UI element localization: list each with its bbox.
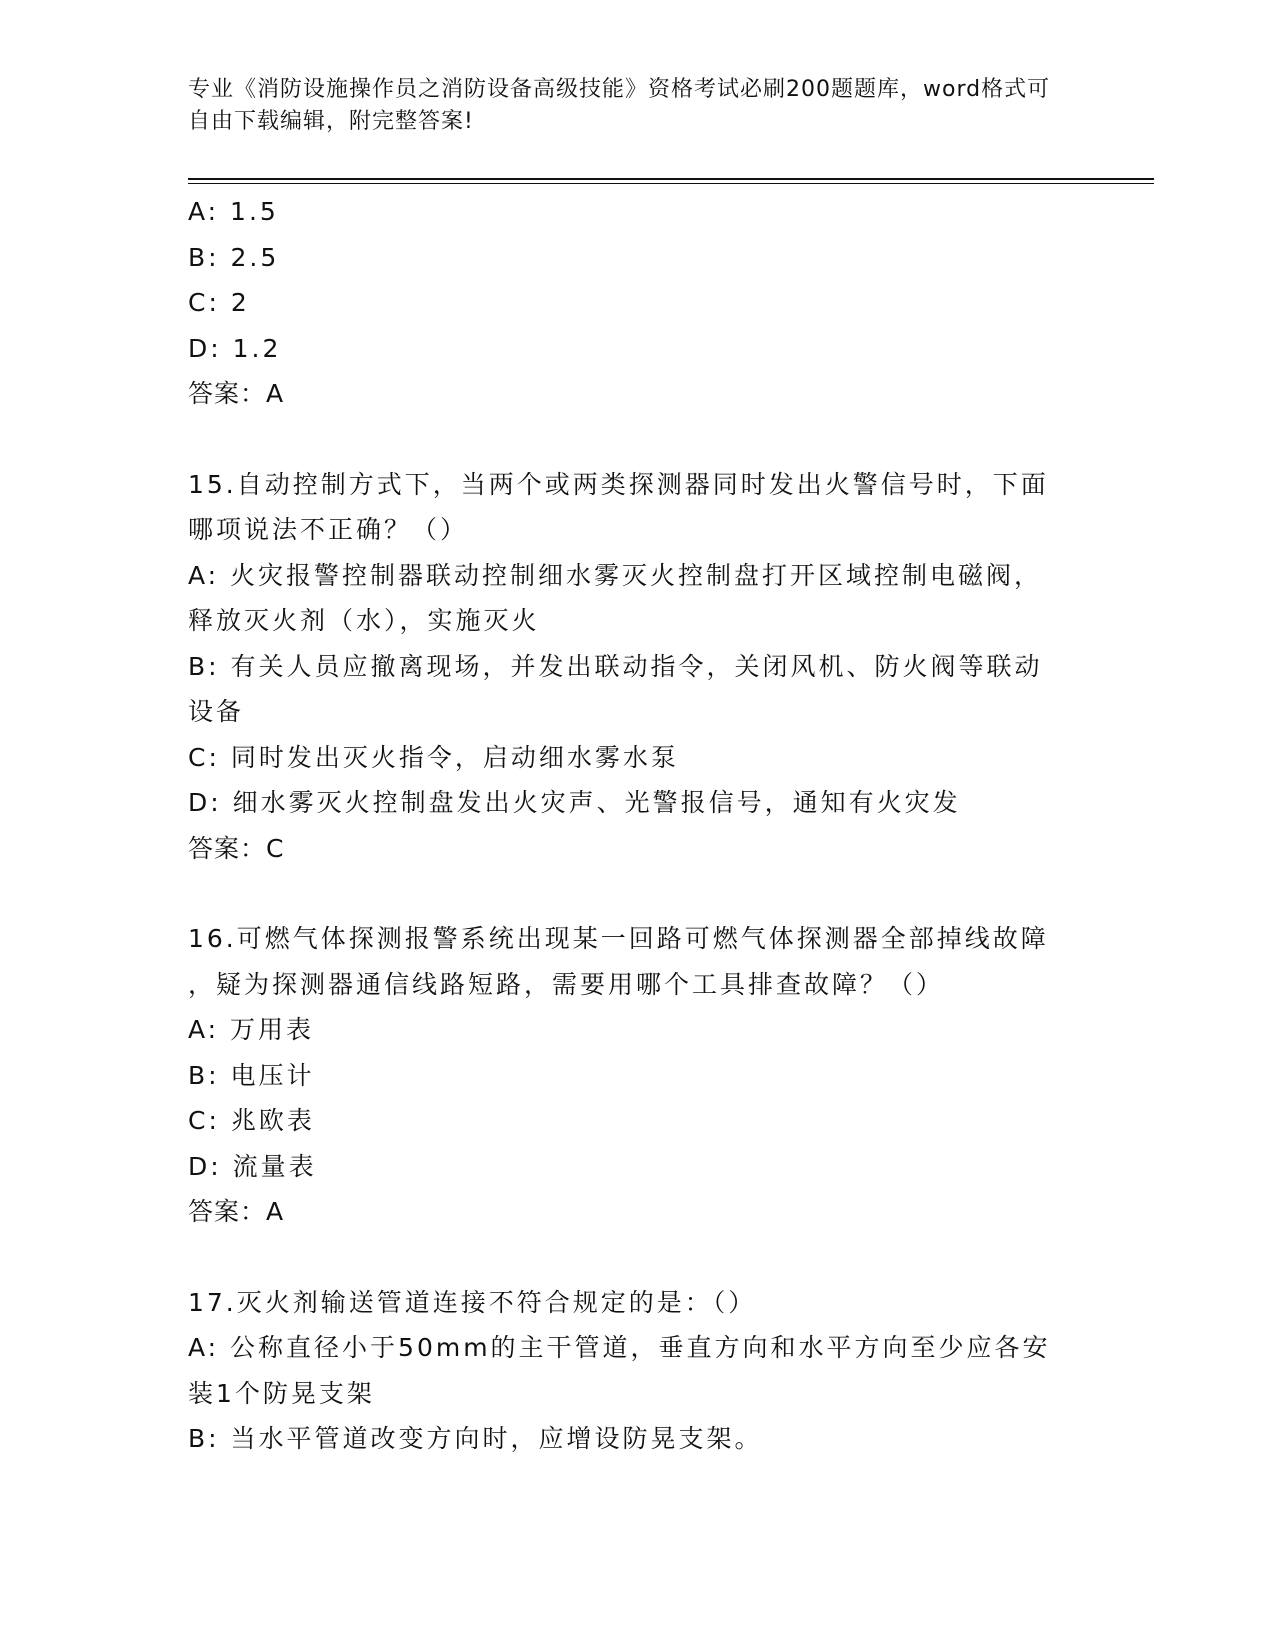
question-content — [188, 189, 1078, 1462]
question-stem: 15.自动控制方式下，当两个或两类探测器同时发出火警信号时，下面 — [188, 469, 1049, 499]
header-divider-thin — [188, 183, 1154, 184]
question-stem: 17.灭火剂输送管道连接不符合规定的是：（） — [188, 1287, 757, 1317]
option-line: 装1个防晃支架 — [188, 1378, 375, 1408]
question-16 — [188, 916, 1078, 1235]
prev-question-block — [188, 189, 1078, 417]
spacer — [188, 871, 1078, 916]
option-line: 设备 — [188, 697, 245, 726]
option-line: B: 2.5 — [188, 242, 280, 272]
question-17 — [188, 1280, 1078, 1462]
option-line: A: 火灾报警控制器联动控制细水雾灭火控制盘打开区域控制电磁阀， — [188, 560, 1043, 590]
option-line: D: 流量表 — [188, 1151, 317, 1181]
option-line: 释放灭火剂（水），实施灭火 — [188, 606, 540, 635]
spacer — [188, 417, 1078, 462]
option-line: B: 当水平管道改变方向时，应增设防晃支架。 — [188, 1424, 763, 1453]
option-line: C: 同时发出灭火指令，启动细水雾水泵 — [188, 742, 679, 772]
option-line: D: 1.2 — [188, 333, 282, 363]
option-line: D: 细水雾灭火控制盘发出火灾声、光警报信号，通知有火灾发 — [188, 788, 961, 817]
question-stem: ，疑为探测器通信线路短路，需要用哪个工具排查故障？（） — [188, 969, 945, 999]
option-line: B: 有关人员应撤离现场，并发出联动指令，关闭风机、防火阀等联动 — [188, 651, 1043, 681]
answer-line: 答案：C — [188, 833, 285, 863]
answer-line: 答案：A — [188, 379, 285, 408]
document-header: 专业《消防设施操作员之消防设备高级技能》资格考试必刷200题题库，word格式可自由下载编辑，附完整答案! — [188, 77, 1051, 134]
question-stem: 16.可燃气体探测报警系统出现某一回路可燃气体探测器全部掉线故障 — [188, 924, 1049, 953]
option-line: A: 公称直径小于50mm的主干管道，垂直方向和水平方向至少应各安 — [188, 1333, 1051, 1362]
question-stem: 哪项说法不正确？（） — [188, 515, 469, 544]
option-line: C: 兆欧表 — [188, 1106, 315, 1135]
option-line: A: 1.5 — [188, 197, 279, 226]
header-divider-thick — [188, 178, 1154, 180]
answer-line: 答案：A — [188, 1197, 285, 1226]
spacer — [188, 1235, 1078, 1280]
option-line: B: 电压计 — [188, 1060, 315, 1090]
question-15 — [188, 462, 1078, 872]
option-line: C: 2 — [188, 288, 250, 317]
option-line: A: 万用表 — [188, 1015, 315, 1044]
